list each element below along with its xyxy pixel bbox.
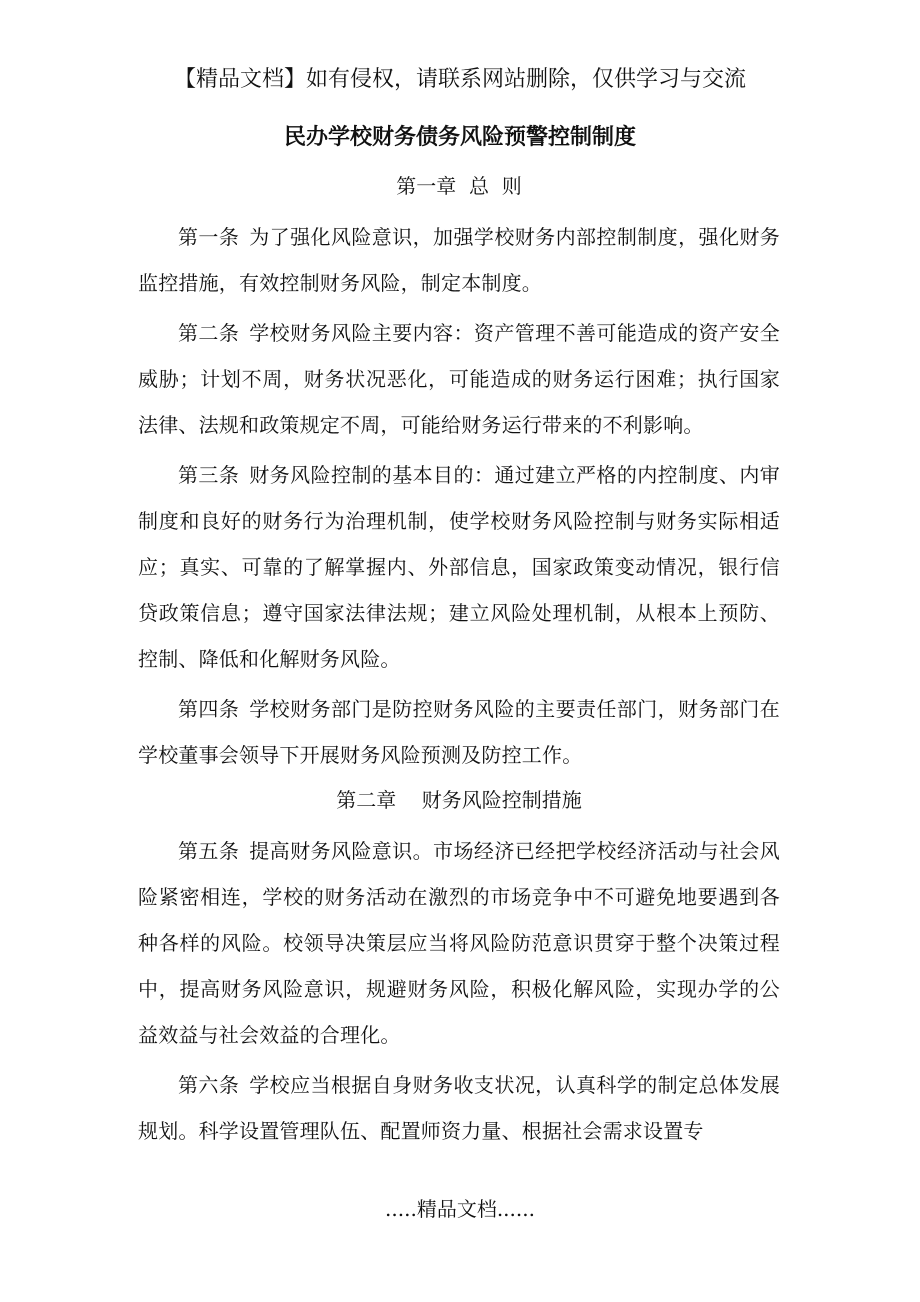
copyright-notice: 【精品文档】如有侵权，请联系网站删除，仅供学习与交流: [173, 67, 746, 92]
document-body: [138, 168, 780, 1158]
chapter-heading-1: 第一章 总 则: [396, 174, 522, 198]
chapter-heading-2: 第二章 财务风险控制措施: [336, 788, 582, 812]
article-text: 学校财务风险主要内容：资产管理不善可能造成的资产安全威胁；计划不周，财务状况恶化，可能造成的财务运行困难；执行国家法律、法规和政策规定不周，可能给财务运行带来的不利影响。: [138, 321, 780, 437]
article-text: 学校财务部门是防控财务风险的主要责任部门，财务部门在学校董事会领导下开展财务风险预测及防控工作。: [138, 697, 780, 767]
article-number: 第六条: [178, 1073, 240, 1097]
article-text: 为了强化风险意识，加强学校财务内部控制制度，强化财务监控措施，有效控制财务风险，制定本制度。: [138, 225, 780, 295]
page-footer: .....精品文档......: [385, 1197, 535, 1221]
article-2: [138, 310, 780, 448]
article-6: [138, 1062, 780, 1154]
article-1: [138, 214, 780, 306]
article-text: 财务风险控制的基本目的：通过建立严格的内控制度、内审制度和良好的财务行为治理机制，使学校财务风险控制与财务实际相适应；真实、可靠的了解掌握内、外部信息，国家政策变动情况，银行信贷政策信息；遵守国家法律法规；建立风险处理机制，从根本上预防、控制、降低和化解财务风险。: [138, 463, 780, 671]
article-text: 提高财务风险意识。市场经济已经把学校经济活动与社会风险紧密相连，学校的财务活动在激烈的市场竞争中不可避免地要遇到各种各样的风险。校领导决策层应当将风险防范意识贯穿于整个决策过程中，提高财务风险意识，规避财务风险，积极化解风险，实现办学的公益效益与社会效益的合理化。: [138, 839, 780, 1047]
article-text: 学校应当根据自身财务收支状况，认真科学的制定总体发展规划。科学设置管理队伍、配置师资力量、根据社会需求设置专: [138, 1073, 780, 1143]
article-5: [138, 828, 780, 1058]
article-number: 第三条: [178, 463, 240, 487]
article-4: [138, 686, 780, 778]
document-title: 民办学校财务债务风险预警控制制度: [283, 124, 636, 150]
article-number: 第四条: [178, 697, 240, 721]
article-number: 第五条: [178, 839, 240, 863]
article-number: 第一条: [178, 225, 240, 249]
article-3: [138, 452, 780, 682]
article-number: 第二条: [178, 321, 240, 345]
